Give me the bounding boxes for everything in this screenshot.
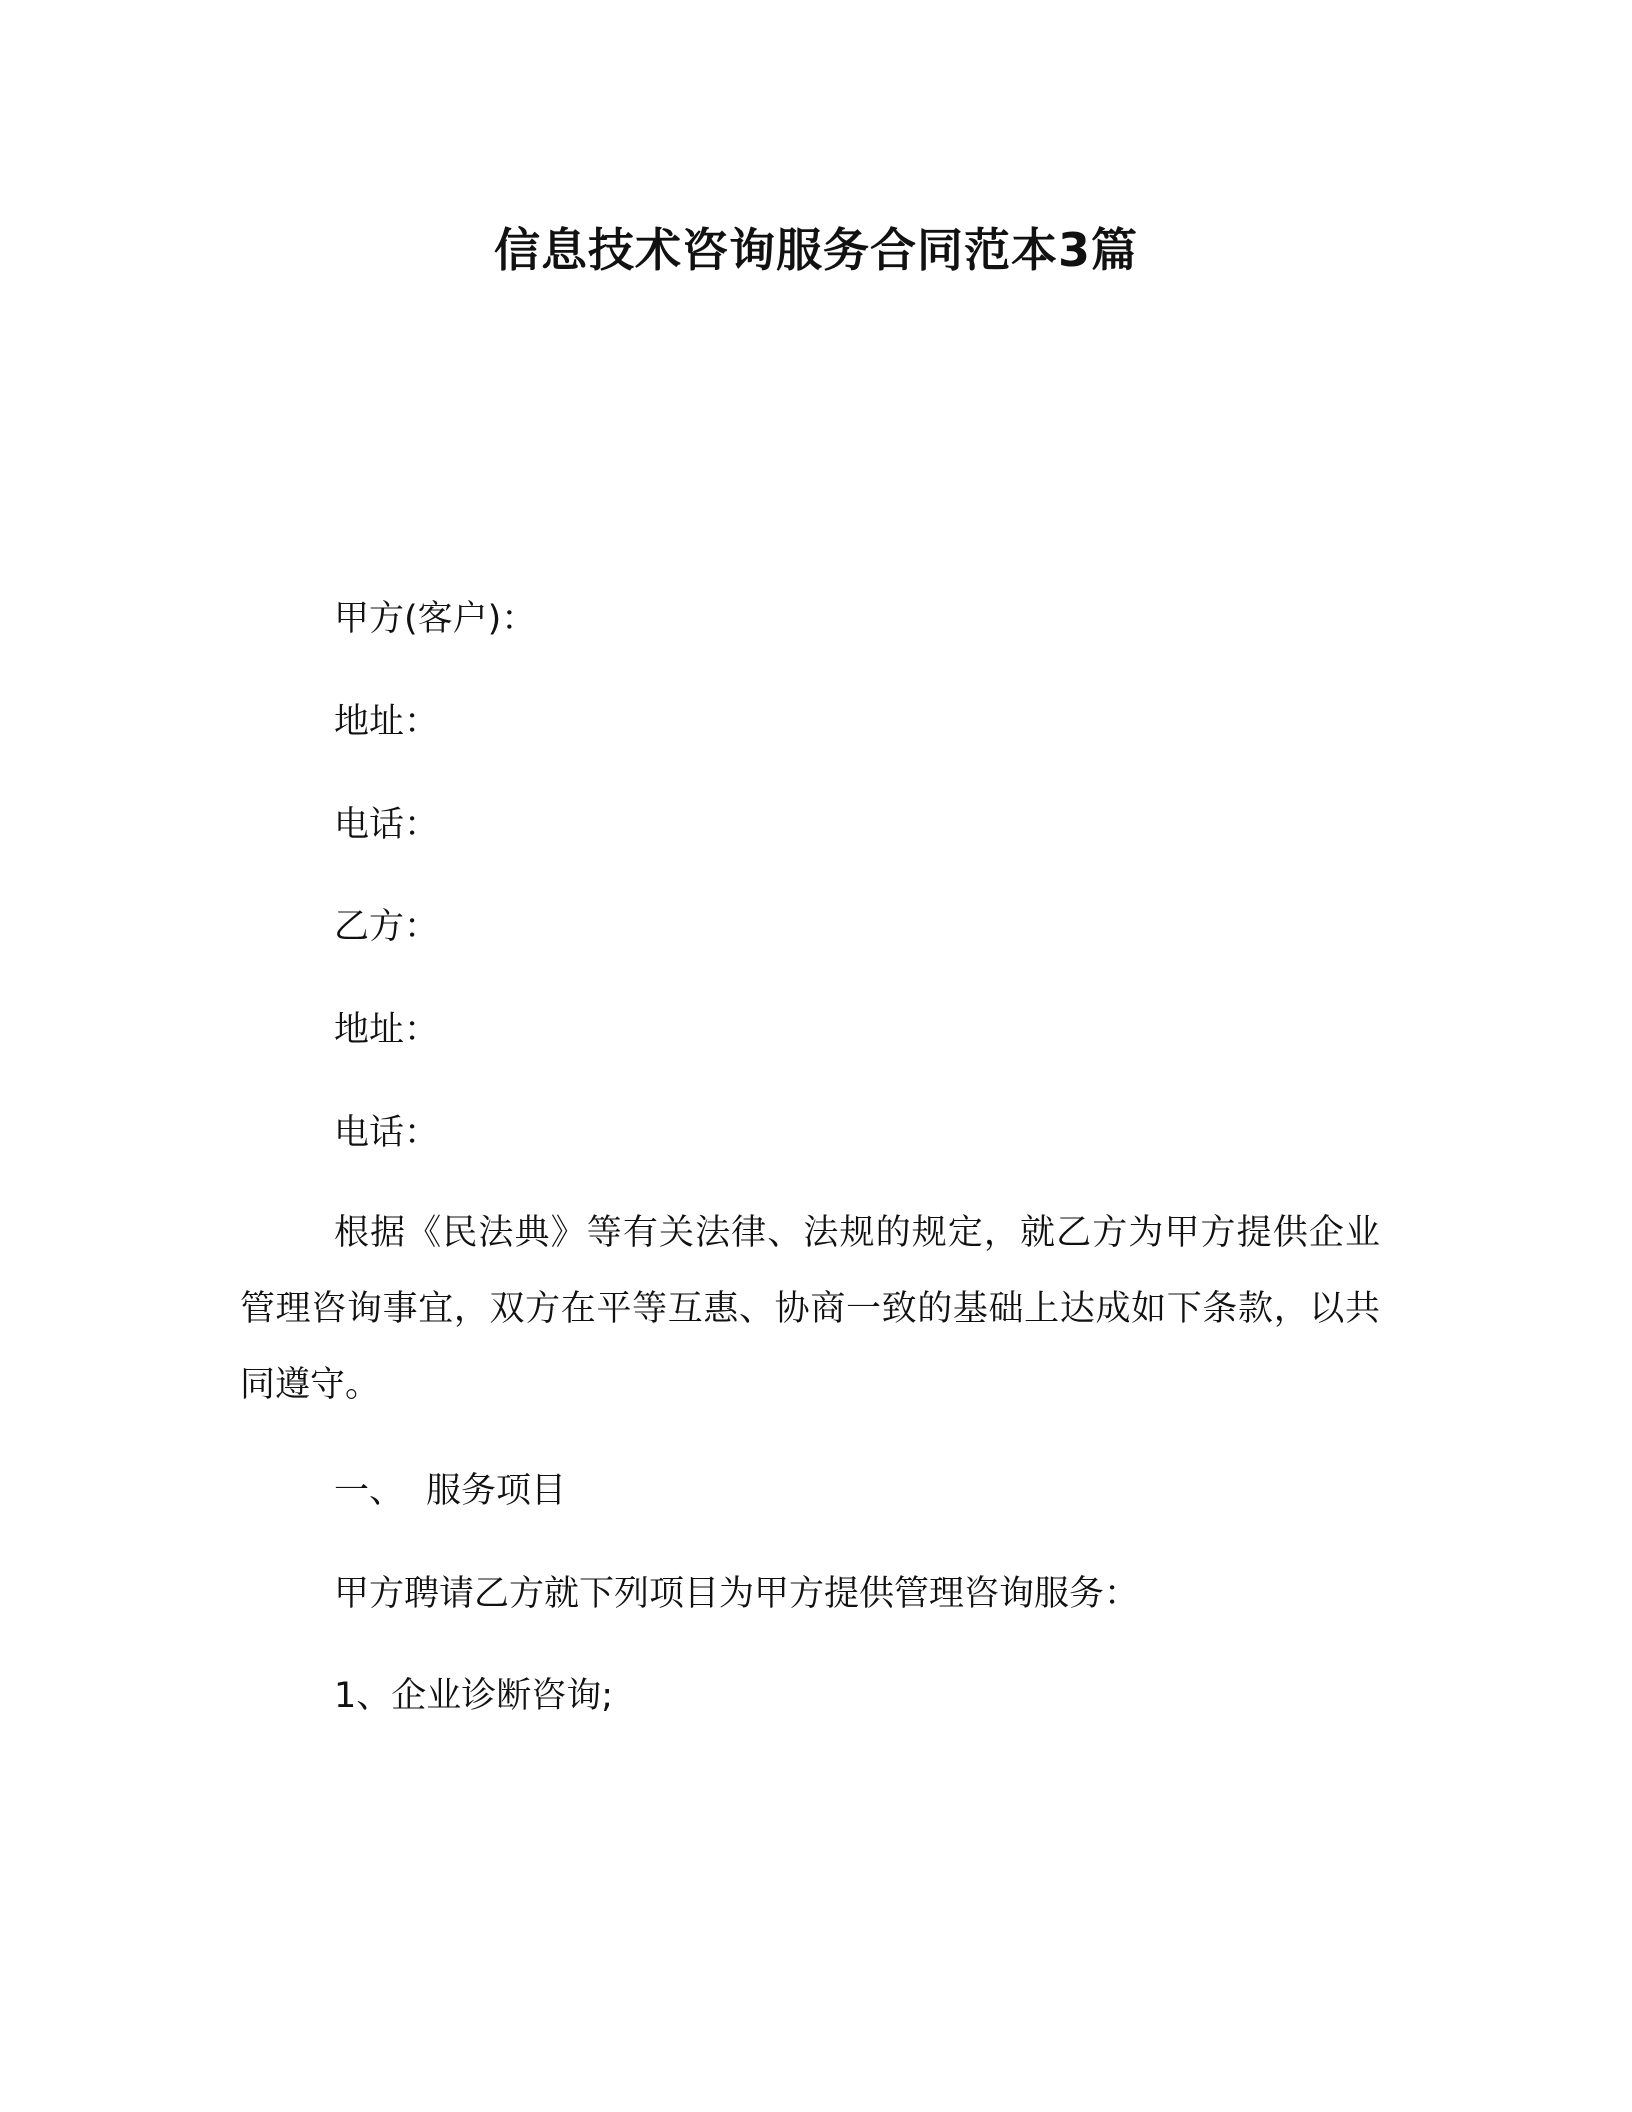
section-number: 一、 [334,1471,405,1511]
party-a-client-label: 甲方(客户)： [334,599,537,639]
party-a-phone-label: 电话： [334,805,440,845]
list-item: 1、企业诊断咨询; [334,1676,614,1716]
party-b-phone-label: 电话： [334,1113,440,1153]
party-b-label: 乙方： [334,907,440,947]
party-b-address-label: 地址： [334,1010,440,1050]
preamble-paragraph: 根据《民法典》等有关法律、法规的规定，就乙方为甲方提供企业管理咨询事宜，双方在平等互惠、协商一致的基础上达成如下条款，以共同遵守。 [240,1213,1380,1405]
document-title: 信息技术咨询服务合同范本3篇 [493,223,1138,277]
section-heading-text: 服务项目 [426,1471,567,1511]
service-intro-paragraph: 甲方聘请乙方就下列项目为甲方提供管理咨询服务： [334,1574,1140,1614]
section-heading-services [334,1465,566,1517]
party-a-address-label: 地址： [334,702,440,742]
